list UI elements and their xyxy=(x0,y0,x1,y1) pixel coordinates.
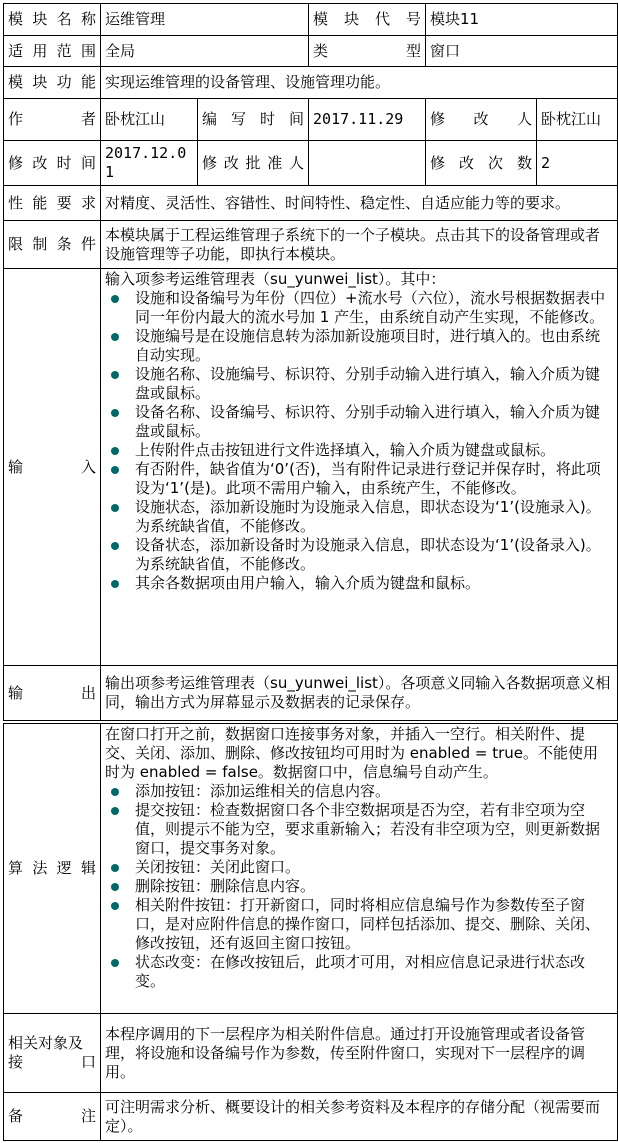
modified-time-value: 2017.12.01 xyxy=(101,141,198,186)
type-value: 窗口 xyxy=(426,36,618,67)
row-function xyxy=(4,67,618,99)
interface-label-line2: 接口 xyxy=(8,1053,96,1071)
row-scope xyxy=(4,36,618,67)
module-code-label: 模块代号 xyxy=(309,4,426,36)
algorithm-intro: 在窗口打开之前，数据窗口连接事务对象，并插入一空行。相关附件、提交、关闭、添加、删除、修改按钮均可用时为 enabled = true。不能使用时为 enabled = false。数据窗口中，信息编号自动产生。 xyxy=(105,725,599,781)
module-spec-table-continued xyxy=(3,723,618,1141)
row-input xyxy=(4,269,618,666)
function-label: 模块功能 xyxy=(4,67,101,99)
input-item: 设施状态，添加新设施时为设施录入信息，即状态设为‘1’(设施录入)。为系统缺省值，不能修改。 xyxy=(135,498,613,536)
row-output xyxy=(4,666,618,721)
algorithm-item: 关闭按钮：关闭此窗口。 xyxy=(135,858,613,877)
algorithm-item: 相关附件按钮：打开新窗口，同时将相应信息编号作为参数传至子窗口，是对应附件信息的操作窗口，同样包括添加、提交、删除、关闭、修改按钮，还有返回主窗口按钮。 xyxy=(135,896,613,953)
modify-count-value: 2 xyxy=(537,141,618,186)
written-time-label: 编写时间 xyxy=(198,99,309,141)
interface-value: 本程序调用的下一层程序为相关附件信息。通过打开设施管理或者设备管理，将设施和设备编号作为参数，传至附件窗口，实现对下一层程序的调用。 xyxy=(101,1014,618,1093)
module-name-value: 运维管理 xyxy=(101,4,309,36)
input-item: 设施和设备编号为年份（四位）+流水号（六位），流水号根据数据表中同一年份内最大的流水号加 1 产生，由系统自动产生实现，不能修改。 xyxy=(135,289,613,327)
scope-value: 全局 xyxy=(101,36,309,67)
modify-count-label: 修改次数 xyxy=(426,141,537,186)
remarks-value: 可注明需求分析、概要设计的相关参考资料及本程序的存储分配（视需要而定）。 xyxy=(101,1093,618,1141)
modifier-label: 修改人 xyxy=(426,99,537,141)
performance-label: 性能要求 xyxy=(4,186,101,221)
row-remarks xyxy=(4,1093,618,1141)
algorithm-label: 算法逻辑 xyxy=(4,724,101,1014)
performance-value: 对精度、灵活性、容错性、时间特性、稳定性、自适应能力等的要求。 xyxy=(101,186,618,221)
author-value: 卧枕江山 xyxy=(101,99,198,141)
algorithm-item: 状态改变：在修改按钮后，此项才可用，对相应信息记录进行状态改变。 xyxy=(135,953,613,991)
algorithm-item: 添加按钮：添加运维相关的信息内容。 xyxy=(135,782,613,801)
input-item: 设备状态，添加新设备时为设施录入信息，即状态设为‘1’(设备录入)。为系统缺省值，不能修改。 xyxy=(135,536,613,574)
output-label: 输出 xyxy=(4,666,101,721)
constraints-label: 限制条件 xyxy=(4,221,101,269)
input-item: 设施名称、设施编号、标识符、分别手动输入进行填入，输入介质为键盘或鼠标。 xyxy=(135,365,613,403)
row-constraints xyxy=(4,221,618,269)
algorithm-list xyxy=(105,782,613,991)
constraints-value: 本模块属于工程运维管理子系统下的一个子模块。点击其下的设备管理或者设施管理等子功能，即执行本模块。 xyxy=(101,221,618,269)
written-time-value: 2017.11.29 xyxy=(309,99,426,141)
modified-time-label: 修改时间 xyxy=(4,141,101,186)
input-item: 其余各数据项由用户输入，输入介质为键盘和鼠标。 xyxy=(135,574,613,593)
row-performance xyxy=(4,186,618,221)
type-label: 类型 xyxy=(309,36,426,67)
scope-label: 适用范围 xyxy=(4,36,101,67)
module-code-value: 模块11 xyxy=(426,4,618,36)
approver-label: 修改批准人 xyxy=(198,141,309,186)
input-item: 设备名称、设备编号、标识符、分别手动输入进行填入，输入介质为键盘或鼠标。 xyxy=(135,403,613,441)
output-value: 输出项参考运维管理表（su_yunwei_list）。各项意义同输入各数据项意义相同，输出方式为屏幕显示及数据表的记录保存。 xyxy=(101,666,618,721)
interface-label-line1: 相关对象及 xyxy=(8,1034,84,1052)
interface-label xyxy=(4,1014,101,1093)
input-intro: 输入项参考运维管理表（su_yunwei_list）。其中： xyxy=(105,270,446,288)
row-interface xyxy=(4,1014,618,1093)
algorithm-item: 删除按钮：删除信息内容。 xyxy=(135,877,613,896)
input-content xyxy=(101,269,618,666)
algorithm-item: 提交按钮：检查数据窗口各个非空数据项是否为空，若有非空项为空值，则提示不能为空，要求重新输入；若没有非空项为空，则更新数据窗口，提交事务对象。 xyxy=(135,801,613,858)
row-module-name xyxy=(4,4,618,36)
row-author xyxy=(4,99,618,141)
input-item: 有否附件，缺省值为‘0’(否)，当有附件记录进行登记并保存时，将此项设为‘1’(是)。此项不需用户输入，由系统产生，不能修改。 xyxy=(135,460,613,498)
module-name-label: 模块名称 xyxy=(4,4,101,36)
algorithm-content xyxy=(101,724,618,1014)
approver-value xyxy=(309,141,426,186)
input-label: 输入 xyxy=(4,269,101,666)
function-value: 实现运维管理的设备管理、设施管理功能。 xyxy=(101,67,618,99)
module-spec-table xyxy=(3,3,618,721)
input-item: 上传附件点击按钮进行文件选择填入，输入介质为键盘或鼠标。 xyxy=(135,441,613,460)
row-modified-time xyxy=(4,141,618,186)
author-label: 作者 xyxy=(4,99,101,141)
row-algorithm xyxy=(4,724,618,1014)
input-list xyxy=(105,289,613,593)
modifier-value: 卧枕江山 xyxy=(537,99,618,141)
remarks-label: 备注 xyxy=(4,1093,101,1141)
input-item: 设施编号是在设施信息转为添加新设施项目时，进行填入的。也由系统自动实现。 xyxy=(135,327,613,365)
